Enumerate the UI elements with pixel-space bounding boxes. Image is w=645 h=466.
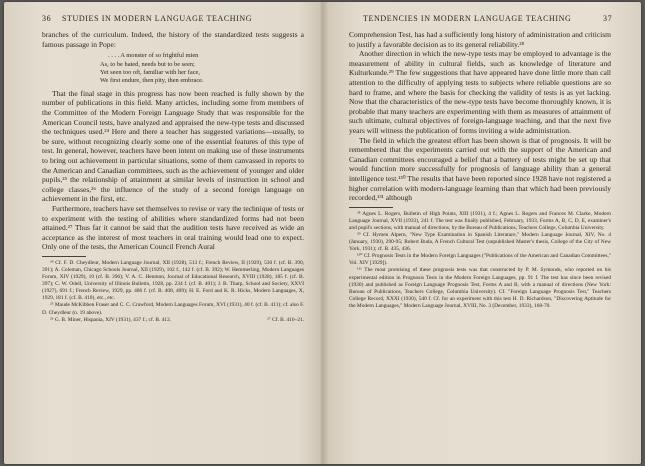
footnotes [42, 260, 304, 324]
footnote-rule [42, 256, 86, 257]
footnote: ²⁸ Agnes L. Rogers, Bulletin of High Points, XIII (1931), 4 f.; Agnes L. Rogers and Frances M. Clarke, Modern Language Journal, XVII (1933), 241 f. The test was finally published, February, 1933, Forms A, B, C, D, E, examiner's and pupil's sections, with manual of directions, by the Bureau of Publications, Teachers College, Columbia University. [349, 210, 611, 231]
footnote: ²⁴ Cf. F. D. Cheydleur, Modern Language Journal, XII (1928), 513 f.; French Review, II (1929), 530 f. (cf. B. 390, 391); A. Coleman, Chicago Schools Journal, XII (1929), 102 f., 142 f. (cf. B. 392); W. Hemmerling, Modern Languages Forum, XIV (1929), 10 (cf. B. 396); V. A. C. Henmon, Journal of Educational Research, XVIII (1928), 185 f. (cf. B. 397); C. W. Odell, University of Illinois Bulletin, 1928, pp. 234 f. (cf. B. 401); J. B. Tharp, School and Society, XXVI (1927), 691 f.; French Review, 1929, pp. 486 f. (cf. B. 408, 409); H. E. Ford and K. R. Hicks, Modern Languages, X, 1929, 181 f. (cf. B. 410), etc., etc. [42, 259, 304, 302]
running-head: TENDENCIES IN MODERN LANGUAGE TEACHING [363, 14, 572, 23]
footnote: ¹³⁰ Cf. Prognosis Tests in the Modern Foreign Languages ("Publications of the American and Canadian Committees," Vol. XIV [1929]). [349, 253, 611, 267]
body-paragraph: Furthermore, teachers have set themselves to revise or vary the technique of tests or to experiment with the testing of abilities where standardized forms had not been attained.²⁷ Thus far it cannot be said that the audition tests have received as wide an acceptance as the interest of most teachers in oral training would lead one to expect. Only one of the tests, the American Council French Aural [42, 203, 304, 252]
body-paragraph: That the final stage in this progress has now been reached is fully shown by the number of publications in this field. Many articles, including some from members of the Committee of the Modern Foreign Language Study that was responsible for the American Council tests, have analyzed and appraised the new-type tests and discussed the techniques used.²⁴ Here and there a teacher has suggested variations—usually, to be sure, without recognizing clearly some one of the essential features of this type of test. In general, however, teachers have been intent on making use of these instruments to bring out achievement in particular situations, some of them canvassed in reports to the American and Canadian committees, such as the achievement of younger and older pupils,²⁵ the relationship of attainment at similar levels of instruction in school and college classes,²⁶ the influence of the study of a second foreign language on achievement in the first, etc. [42, 88, 304, 204]
poem-line: Yet seen too oft, familiar with her face, [100, 69, 200, 76]
page-number: 37 [603, 14, 613, 23]
left-text-block [42, 30, 304, 324]
poem-line: We first endure, then pity, then embrace. [100, 77, 204, 85]
page-number: 36 [42, 14, 52, 23]
left-page [4, 2, 322, 464]
footnote: ¹³¹ The most promising of these prognosis tests was that constructed by P. M. Symonds, who reported on his experimental edition in Prognosis Tests in the Modern Foreign Languages, pp. 91 f. The test has since been revised (1930) and published as Foreign Language Prognosis Test, Forms A and B, with a manual of directions (New York: Bureau of Publications, Teachers College, Columbia University). Cf. "Foreign Language Prognosis Test," Teachers College Record, XXXI (1930), 540 f. Cf. for an experiment with this test H. D. Richardson, "Discovering Aptitude for the Modern Languages," Modern Language Journal, XVIII, No. 3 (December, 1933), 160-70. [349, 267, 611, 309]
footnote: ²⁹ Cf. Hymen Alpern, "New Type Examination in Spanish Literature," Modern Language Journal, XIV, No. 4 (January, 1930), 290-95; Robert Buda, A French Cultural Test (unpublished Master's thesis, College of the City of New York, 1931); cf. B. 435, 436. [349, 231, 611, 253]
pope-quotation [100, 52, 304, 86]
footnotes [349, 211, 611, 310]
footnote-rule [349, 207, 393, 208]
poem-line: As, to be hated, needs but to be seen; [100, 60, 195, 68]
body-paragraph: Comprehension Test, has had a sufficiently long history of administration and criticism to justify a favorable decision as to its general reliability.²⁸ [349, 30, 611, 49]
footnote: ²⁷ Cf. B. 416–21. [267, 316, 304, 323]
footnote: ²⁵ Maude McKibben Fraser and C. C. Crawford, Modern Languages Forum, XVI (1931), 40 f. (cf. B. 411); cf. also F. D. Cheydleur (n. 19 above). [42, 302, 304, 316]
book-spread [4, 2, 641, 464]
right-page [323, 2, 641, 464]
body-paragraph: The field in which the greatest effort has been shown is that of prognosis. It will be remembered that the experiments carried out with the support of the American and Canadian committees encouraged a belief that a battery of tests might be set up that would function more successfully for prognosis of language ability than a general intelligence test.¹³⁰ The results that have been reported since 1928 have not registered a higher correlation with modern-language learning than that which had been previously recorded,¹³¹ although [349, 135, 611, 203]
footnote-row [42, 317, 304, 324]
right-text-block [349, 30, 611, 310]
poem-line: . . . . A monster of so frightful mien [108, 52, 199, 60]
footnote: ²⁶ G. B. Miner, Hispania, XIV (1931), 437 f.; cf. B. 412. [50, 316, 172, 323]
running-head: STUDIES IN MODERN LANGUAGE TEACHING [62, 14, 253, 23]
body-paragraph: Another direction in which the new-type tests may be employed to advantage is the measurement of ability in cultural fields, such as knowledge of literature and Kulturkunde.²⁹ The few suggestions that have appeared have done little more than call attention to the difficulty of applying tests to subjects where reliable questions are so hard to frame, and where the basis for checking the validity of tests is as yet lacking. Now that the characteristics of the new-type tests have become thoroughly known, it is probable that many teachers are experimenting with them as measures of attainment of such ultimate, cultural objectives of foreign-language teaching, and that the next five years will witness the publication of forms inviting a wide administration. [349, 49, 611, 135]
intro-paragraph: branches of the curriculum. Indeed, the history of the standardized tests suggests a famous passage in Pope: [42, 30, 304, 49]
